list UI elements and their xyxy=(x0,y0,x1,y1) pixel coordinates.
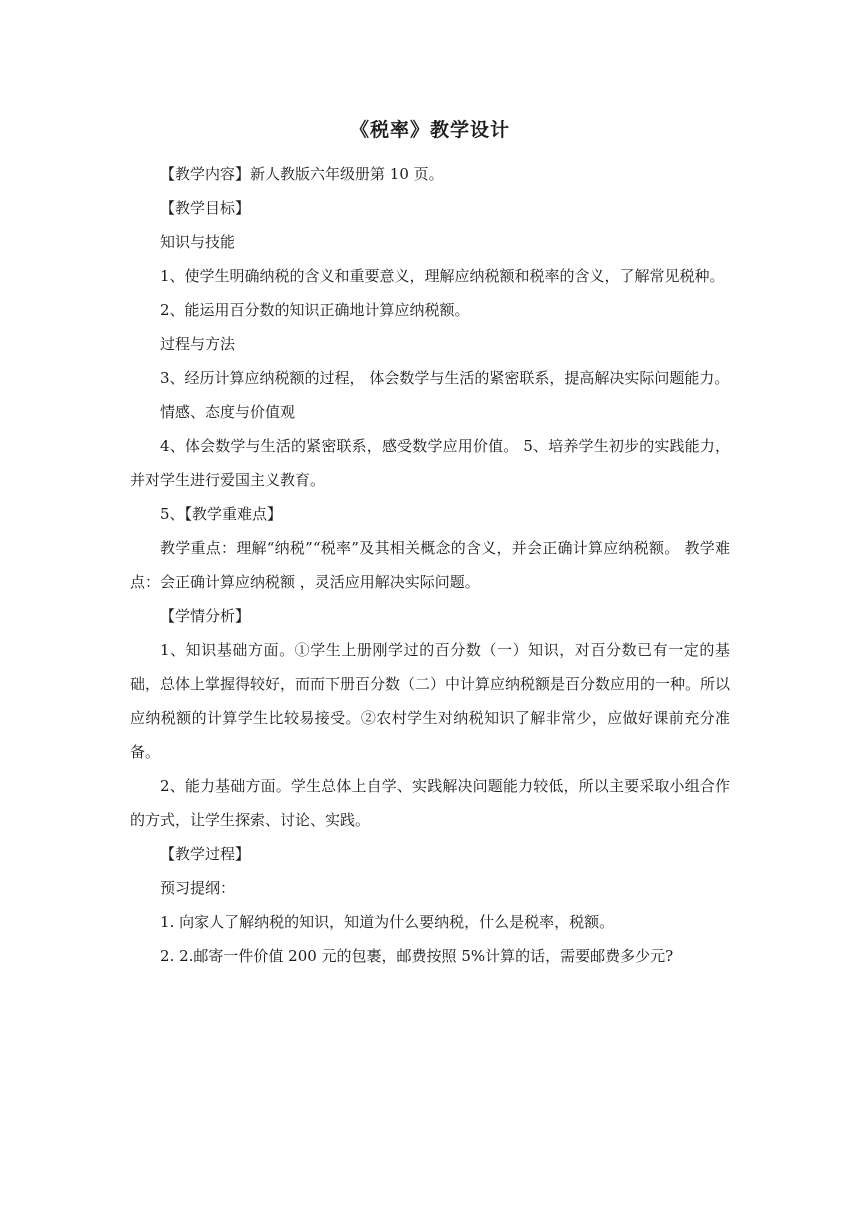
heading-student-analysis: 【学情分析】 xyxy=(160,607,251,625)
list-item-preview-1: 1. 向家人了解纳税的知识，知道为什么要纳税，什么是税率，税额。 xyxy=(160,913,615,931)
document-body xyxy=(130,157,730,973)
subheading-knowledge-skills: 知识与技能 xyxy=(160,233,236,251)
subheading-preview-outline: 预习提纲： xyxy=(160,879,236,897)
heading-key-difficult-points: 5、【教学重难点】 xyxy=(160,505,283,523)
heading-teaching-process: 【教学过程】 xyxy=(160,845,251,863)
paragraph-analysis-1: 1、知识基础方面。①学生上册刚学过的百分数（一）知识，对百分数已有一定的基础，总体上掌握得较好，而而下册百分数（二）中计算应纳税额是百分数应用的一种。所以应纳税额的计算学生比较易接受。②农村学生对纳税知识了解非常少，应做好课前充分准备。 xyxy=(130,641,731,761)
paragraph-analysis-2: 2、能力基础方面。学生总体上自学、实践解决问题能力较低，所以主要采取小组合作的方式，让学生探索、讨论、实践。 xyxy=(130,777,730,829)
paragraph-goal-4-5: 4、体会数学与生活的紧密联系，感受数学应用价值。 5、培养学生初步的实践能力，并对学生进行爱国主义教育。 xyxy=(130,437,730,489)
heading-teaching-goals: 【教学目标】 xyxy=(160,199,251,217)
subheading-emotion-values: 情感、态度与价值观 xyxy=(160,403,296,421)
subheading-process-method: 过程与方法 xyxy=(160,335,236,353)
paragraph-goal-3: 3、经历计算应纳税额的过程， 体会数学与生活的紧密联系，提高解决实际问题能力。 xyxy=(160,369,730,387)
document-title: 《税率》教学设计 xyxy=(349,119,510,141)
paragraph-goal-2: 2、能运用百分数的知识正确地计算应纳税额。 xyxy=(160,301,470,319)
paragraph-goal-1: 1、使学生明确纳税的含义和重要意义，理解应纳税额和税率的含义，了解常见税种。 xyxy=(160,267,725,285)
paragraph-teaching-content: 【教学内容】新人教版六年级册第 10 页。 xyxy=(160,165,444,183)
list-item-preview-2: 2. 2.邮寄一件价值 200 元的包裹，邮费按照 5%计算的话，需要邮费多少元? xyxy=(160,947,674,965)
paragraph-key-difficult-points: 教学重点：理解“纳税”“税率”及其相关概念的含义，并会正确计算应纳税额。 教学难点：会正确计算应纳税额 ，灵活应用解决实际问题。 xyxy=(130,539,730,591)
